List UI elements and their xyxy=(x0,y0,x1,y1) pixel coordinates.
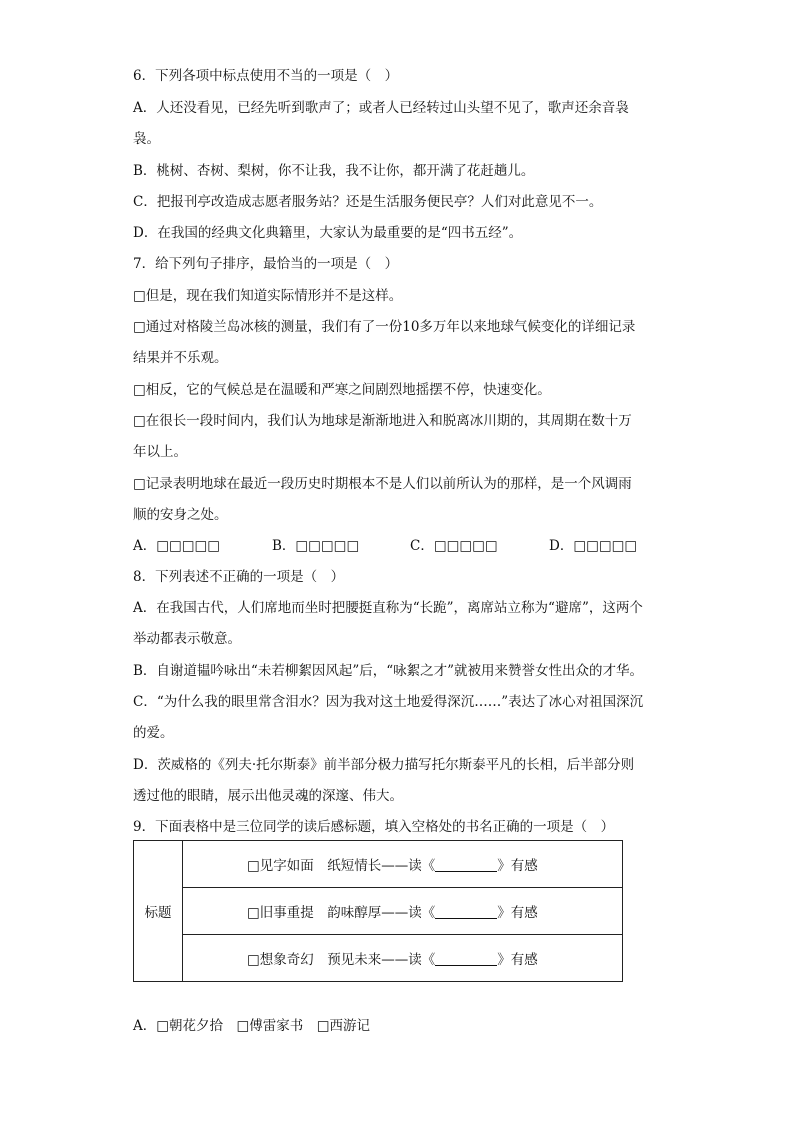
table-row xyxy=(134,841,623,888)
q7-sentence-1: □但是，现在我们知道实际情形并不是这样。 xyxy=(133,288,403,304)
q7-sentence-4-line2: 年以上。 xyxy=(133,444,187,460)
row-2-suffix: 》有感 xyxy=(497,905,538,921)
row-1-suffix: 》有感 xyxy=(497,858,538,874)
q7-option-c: C．□□□□□ xyxy=(410,538,498,554)
q8-option-a-line2: 举动都表示敬意。 xyxy=(133,631,241,647)
table-cell-row-2 xyxy=(183,888,623,935)
q9-title-table xyxy=(133,840,623,982)
q9-stem: 9．下面表格中是三位同学的读后感标题，填入空格处的书名正确的一项是（ ） xyxy=(133,819,615,835)
q7-sentence-2-line1: □通过对格陵兰岛冰核的测量，我们有了一份10多万年以来地球气候变化的详细记录 xyxy=(133,319,636,335)
q8-option-a-line1: A．在我国古代，人们席地而坐时把腰挺直称为“长跪”，离席站立称为“避席”，这两个 xyxy=(133,600,643,616)
q8-option-b: B．自谢道韫吟咏出“未若柳絮因风起”后，“咏絮之才”就被用来赞誉女性出众的才华。 xyxy=(133,663,644,679)
q7-sentence-4-line1: □在很长一段时间内，我们认为地球是渐渐地进入和脱离冰川期的，其周期在数十万 xyxy=(133,413,632,429)
table-row xyxy=(134,935,623,982)
row-3-prefix: □想象奇幻 预见未来——读《 xyxy=(247,952,436,968)
q7-stem: 7．给下列句子排序，最恰当的一项是（ ） xyxy=(133,256,399,272)
q6-option-a-line1: A．人还没看见，已经先听到歌声了；或者人已经转过山头望不见了，歌声还余音袅 xyxy=(133,100,629,116)
table-cell-row-1 xyxy=(183,841,623,888)
q8-option-d-line1: D．茨威格的《列夫·托尔斯泰》前半部分极力描写托尔斯泰平凡的长相，后半部分则 xyxy=(133,757,635,773)
q8-option-c-line2: 的爱。 xyxy=(133,725,174,741)
row-3-suffix: 》有感 xyxy=(497,952,538,968)
q9-option-a: A．□朝花夕拾 □傅雷家书 □西游记 xyxy=(133,1018,371,1034)
q8-option-c-line1: C．“为什么我的眼里常含泪水？因为我对这土地爱得深沉……”表达了冰心对祖国深沉 xyxy=(133,694,644,710)
q7-sentence-5-line2: 顺的安身之处。 xyxy=(133,507,228,523)
row-2-prefix: □旧事重提 韵味醇厚——读《 xyxy=(247,905,436,921)
q7-sentence-2-line2: 结果并不乐观。 xyxy=(133,350,228,366)
q7-option-d: D．□□□□□ xyxy=(549,538,638,554)
row-1-blank xyxy=(435,857,497,872)
table-label-cell: 标题 xyxy=(134,841,183,982)
q7-options xyxy=(133,536,653,556)
q8-option-d-line2: 透过他的眼睛，展示出他灵魂的深邃、伟大。 xyxy=(133,788,403,804)
q6-option-b: B．桃树、杏树、梨树，你不让我，我不让你，都开满了花赶趟儿。 xyxy=(133,163,535,179)
q6-stem: 6．下列各项中标点使用不当的一项是（ ） xyxy=(133,68,399,84)
q6-option-d: D．在我国的经典文化典籍里，大家认为最重要的是“四书五经”。 xyxy=(133,225,523,241)
row-1-prefix: □见字如面 纸短情长——读《 xyxy=(247,858,436,874)
q7-sentence-5-line1: □记录表明地球在最近一段历史时期根本不是人们以前所认为的那样，是一个风调雨 xyxy=(133,476,632,492)
row-2-blank xyxy=(435,904,497,919)
q8-stem: 8．下列表述不正确的一项是（ ） xyxy=(133,569,345,585)
q7-option-a: A．□□□□□ xyxy=(133,538,221,554)
row-3-blank xyxy=(435,951,497,966)
table-row xyxy=(134,888,623,935)
q7-option-b: B．□□□□□ xyxy=(272,538,360,554)
q6-option-a-line2: 袅。 xyxy=(133,131,160,147)
q7-sentence-3: □相反，它的气候总是在温暖和严寒之间剧烈地摇摆不停，快速变化。 xyxy=(133,382,551,398)
table-cell-row-3 xyxy=(183,935,623,982)
q6-option-c: C．把报刊亭改造成志愿者服务站？还是生活服务便民亭？人们对此意见不一。 xyxy=(133,194,603,210)
